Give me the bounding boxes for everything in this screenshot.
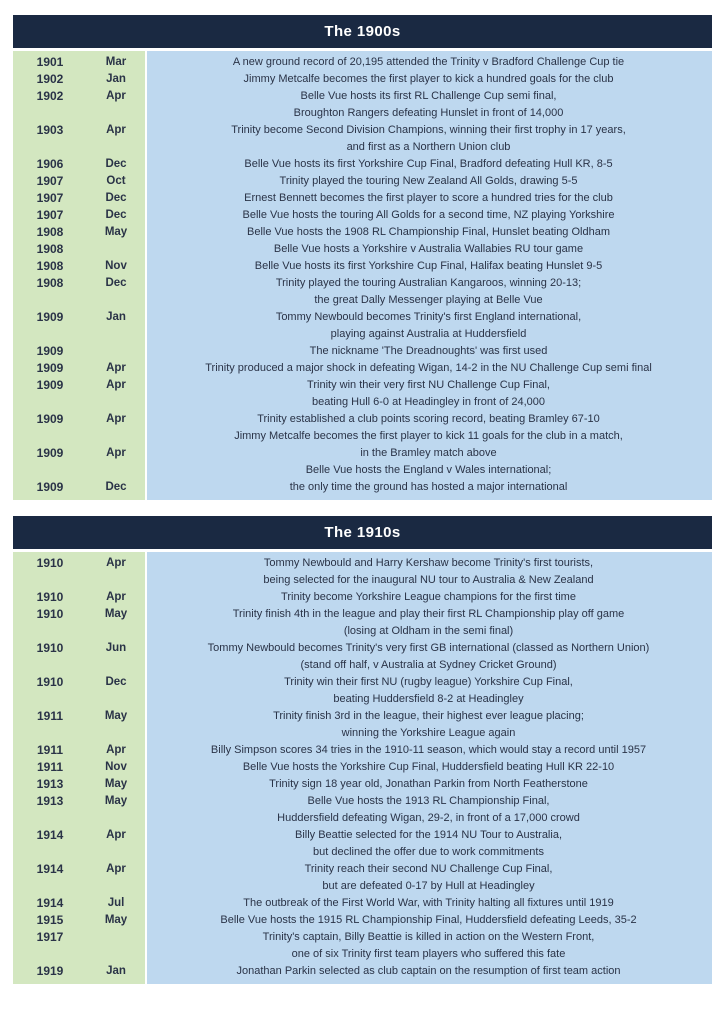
year-cell [13, 377, 87, 411]
event-line: Jonathan Parkin selected as club captain on the resumption of first team action [236, 965, 621, 977]
event-line: Belle Vue hosts the 1908 RL Championship Final, Hunslet beating Oldham [246, 226, 610, 238]
timeline-row [13, 827, 712, 861]
month-cell [87, 88, 145, 122]
month-label: Apr [106, 362, 126, 374]
month-cell [87, 606, 145, 640]
event-line: being selected for the inaugural NU tour to Australia & New Zealand [263, 574, 594, 586]
timeline-row [13, 606, 712, 640]
year-cell [13, 640, 87, 674]
year-label: 1909 [36, 310, 64, 324]
year-label: 1908 [36, 259, 64, 273]
month-cell [87, 207, 145, 224]
event-line: Ernest Bennett becomes the first player to score a hundred tries for the club [244, 192, 613, 204]
event-cell [145, 411, 712, 428]
year-cell [13, 122, 87, 156]
timeline-row [13, 462, 712, 496]
event-line: and first as a Northern Union club [346, 141, 511, 153]
event-cell [145, 776, 712, 793]
year-cell [13, 827, 87, 861]
event-cell [145, 360, 712, 377]
year-cell [13, 742, 87, 759]
event-cell [145, 912, 712, 929]
month-label: Dec [105, 676, 127, 688]
timeline-row [13, 742, 712, 759]
month-label: Dec [105, 209, 127, 221]
month-cell [87, 241, 145, 258]
year-cell [13, 309, 87, 343]
year-label: 1907 [36, 191, 64, 205]
month-label: Jun [105, 642, 127, 654]
year-label: 1902 [36, 72, 64, 86]
section-title: The 1910s [13, 516, 712, 549]
event-cell [145, 173, 712, 190]
event-line: Broughton Rangers defeating Hunslet in front of 14,000 [293, 107, 564, 119]
year-cell [13, 589, 87, 606]
year-label: 1915 [36, 913, 64, 927]
month-label: May [104, 914, 128, 926]
event-line: The outbreak of the First World War, with Trinity halting all fixtures until 1919 [243, 897, 614, 909]
section-title: The 1900s [13, 15, 712, 48]
month-cell [87, 156, 145, 173]
month-label: Apr [106, 557, 126, 569]
event-cell [145, 895, 712, 912]
event-line: Trinity win their very first NU Challenge Cup Final, [307, 379, 550, 391]
event-line: (losing at Oldham in the semi final) [343, 625, 514, 637]
year-label: 1911 [36, 709, 64, 723]
year-cell [13, 606, 87, 640]
year-cell [13, 793, 87, 827]
month-label: Apr [106, 413, 126, 425]
month-label: Mar [105, 56, 127, 68]
year-label: 1906 [36, 157, 64, 171]
month-cell [87, 827, 145, 861]
year-cell [13, 462, 87, 496]
month-cell [87, 963, 145, 980]
event-line: Tommy Newbould becomes Trinity's very first GB international (classed as Northern Union) [207, 642, 650, 654]
year-cell [13, 258, 87, 275]
year-label: 1914 [36, 896, 64, 910]
timeline-row [13, 207, 712, 224]
section-body [13, 552, 712, 984]
year-label: 1914 [36, 862, 64, 876]
year-label: 1909 [36, 412, 64, 426]
event-line: Belle Vue hosts the England v Wales international; [305, 464, 552, 476]
event-line: Trinity produced a major shock in defeating Wigan, 14-2 in the NU Challenge Cup semi final [205, 362, 652, 374]
event-line: (stand off half, v Australia at Sydney Cricket Ground) [300, 659, 557, 671]
month-cell [87, 428, 145, 462]
month-label: May [104, 608, 128, 620]
year-label: 1910 [36, 641, 64, 655]
timeline-row [13, 759, 712, 776]
month-cell [87, 674, 145, 708]
event-line: Billy Beattie selected for the 1914 NU Tour to Australia, [295, 829, 562, 841]
month-cell [87, 71, 145, 88]
year-label: 1914 [36, 828, 64, 842]
year-label: 1909 [36, 446, 64, 460]
decade-section [13, 516, 712, 984]
event-line: beating Huddersfield 8-2 at Headingley [333, 693, 524, 705]
month-label: Apr [106, 591, 126, 603]
event-line: Tommy Newbould and Harry Kershaw become Trinity's first tourists, [263, 557, 594, 569]
event-cell [145, 224, 712, 241]
month-cell [87, 555, 145, 589]
year-cell [13, 275, 87, 309]
month-label: May [104, 710, 128, 722]
event-line: Belle Vue hosts its first RL Challenge Cup semi final, [300, 90, 557, 102]
event-line: Trinity become Yorkshire League champions for the first time [281, 591, 576, 603]
event-cell [145, 742, 712, 759]
event-cell [145, 428, 712, 462]
year-cell [13, 895, 87, 912]
event-cell [145, 827, 712, 861]
month-cell [87, 224, 145, 241]
month-cell [87, 929, 145, 963]
month-label: Apr [106, 744, 126, 756]
month-label: Apr [106, 863, 126, 875]
event-cell [145, 759, 712, 776]
year-label: 1908 [36, 242, 64, 256]
event-line: Belle Vue hosts its first Yorkshire Cup Final, Halifax beating Hunslet 9-5 [254, 260, 603, 272]
month-cell [87, 776, 145, 793]
month-cell [87, 309, 145, 343]
month-cell [87, 360, 145, 377]
year-cell [13, 190, 87, 207]
event-line: in the Bramley match above [360, 447, 497, 459]
month-cell [87, 912, 145, 929]
event-cell [145, 258, 712, 275]
timeline-row [13, 895, 712, 912]
month-cell [87, 742, 145, 759]
year-cell [13, 241, 87, 258]
event-line: but declined the offer due to work commitments [313, 846, 544, 858]
year-label: 1919 [36, 964, 64, 978]
event-cell [145, 156, 712, 173]
timeline-row [13, 122, 712, 156]
timeline-row [13, 963, 712, 980]
month-cell [87, 173, 145, 190]
year-label: 1910 [36, 556, 64, 570]
month-label: Jan [106, 311, 126, 323]
event-line: Belle Vue hosts the 1915 RL Championship Final, Huddersfield defeating Leeds, 35-2 [220, 914, 637, 926]
timeline-row [13, 258, 712, 275]
event-line: the only time the ground has hosted a major international [289, 481, 568, 493]
event-line: Jimmy Metcalfe becomes the first player to kick a hundred goals for the club [243, 73, 614, 85]
timeline-row [13, 861, 712, 895]
month-cell [87, 275, 145, 309]
event-cell [145, 462, 712, 496]
event-line: Jimmy Metcalfe becomes the first player to kick 11 goals for the club in a match, [234, 430, 623, 442]
timeline-row [13, 776, 712, 793]
event-line: Trinity played the touring New Zealand All Golds, drawing 5-5 [279, 175, 578, 187]
timeline-row [13, 912, 712, 929]
event-cell [145, 309, 712, 343]
month-cell [87, 343, 145, 360]
timeline-row [13, 173, 712, 190]
event-line: Trinity played the touring Australian Kangaroos, winning 20-13; [275, 277, 582, 289]
year-label: 1910 [36, 675, 64, 689]
event-line: playing against Australia at Huddersfield [330, 328, 527, 340]
year-label: 1907 [36, 208, 64, 222]
year-cell [13, 173, 87, 190]
year-label: 1913 [36, 777, 64, 791]
timeline-row [13, 71, 712, 88]
event-line: Trinity reach their second NU Challenge Cup Final, [304, 863, 553, 875]
year-label: 1909 [36, 378, 64, 392]
year-cell [13, 674, 87, 708]
event-cell [145, 963, 712, 980]
year-label: 1910 [36, 590, 64, 604]
year-cell [13, 156, 87, 173]
timeline-row [13, 708, 712, 742]
year-cell [13, 411, 87, 428]
month-label: Apr [106, 829, 126, 841]
month-cell [87, 411, 145, 428]
month-label: Jul [107, 897, 125, 909]
month-cell [87, 708, 145, 742]
event-line: Tommy Newbould becomes Trinity's first England international, [275, 311, 582, 323]
month-label: May [104, 795, 128, 807]
month-cell [87, 190, 145, 207]
month-cell [87, 589, 145, 606]
year-label: 1903 [36, 123, 64, 137]
timeline-row [13, 343, 712, 360]
month-label: Apr [106, 447, 126, 459]
month-label: Jan [106, 965, 126, 977]
event-line: Huddersfield defeating Wigan, 29-2, in front of a 17,000 crowd [277, 812, 580, 824]
timeline-row [13, 309, 712, 343]
year-label: 1909 [36, 344, 64, 358]
month-label: Apr [106, 379, 126, 391]
event-line: Billy Simpson scores 34 tries in the 1910-11 season, which would stay a record until 1957 [210, 744, 647, 756]
event-cell [145, 343, 712, 360]
year-label: 1901 [36, 55, 64, 69]
month-label: Dec [105, 481, 127, 493]
year-cell [13, 343, 87, 360]
year-cell [13, 861, 87, 895]
timeline-row [13, 428, 712, 462]
month-label: Apr [106, 124, 126, 136]
event-line: the great Dally Messenger playing at Belle Vue [314, 294, 543, 306]
event-line: Trinity sign 18 year old, Jonathan Parkin from North Featherstone [269, 778, 588, 790]
month-cell [87, 377, 145, 411]
event-line: Trinity become Second Division Champions, winning their first trophy in 17 years, [231, 124, 626, 136]
year-label: 1909 [36, 480, 64, 494]
year-cell [13, 776, 87, 793]
month-label: Oct [106, 175, 126, 187]
month-label: Nov [105, 761, 127, 773]
month-cell [87, 258, 145, 275]
event-line: Belle Vue hosts a Yorkshire v Australia Wallabies RU tour game [273, 243, 584, 255]
year-cell [13, 963, 87, 980]
month-cell [87, 793, 145, 827]
event-cell [145, 207, 712, 224]
event-line: A new ground record of 20,195 attended the Trinity v Bradford Challenge Cup tie [232, 56, 625, 68]
month-cell [87, 122, 145, 156]
timeline-row [13, 360, 712, 377]
year-label: 1913 [36, 794, 64, 808]
year-label: 1911 [36, 760, 64, 774]
event-line: Belle Vue hosts the Yorkshire Cup Final, Huddersfield beating Hull KR 22-10 [242, 761, 615, 773]
event-cell [145, 555, 712, 589]
event-line: beating Hull 6-0 at Headingley in front of 24,000 [312, 396, 545, 408]
event-line: Trinity finish 3rd in the league, their highest ever league placing; [273, 710, 584, 722]
month-label: Jan [106, 73, 126, 85]
event-cell [145, 861, 712, 895]
event-cell [145, 377, 712, 411]
event-line: Belle Vue hosts the 1913 RL Championship Final, [307, 795, 550, 807]
event-line: The nickname 'The Dreadnoughts' was first used [309, 345, 548, 357]
month-cell [87, 895, 145, 912]
year-cell [13, 759, 87, 776]
section-body [13, 51, 712, 500]
timeline-row [13, 555, 712, 589]
event-line: Belle Vue hosts the touring All Golds for a second time, NZ playing Yorkshire [242, 209, 615, 221]
month-label: Dec [105, 158, 127, 170]
year-label: 1911 [36, 743, 64, 757]
timeline-row [13, 411, 712, 428]
event-cell [145, 241, 712, 258]
month-cell [87, 462, 145, 496]
event-cell [145, 275, 712, 309]
month-label: May [104, 778, 128, 790]
event-cell [145, 88, 712, 122]
event-cell [145, 793, 712, 827]
timeline-row [13, 190, 712, 207]
event-line: Trinity finish 4th in the league and play their first RL Championship play off game [232, 608, 625, 620]
event-cell [145, 190, 712, 207]
timeline-row [13, 88, 712, 122]
year-label: 1910 [36, 607, 64, 621]
event-cell [145, 929, 712, 963]
year-cell [13, 224, 87, 241]
month-label: Apr [106, 90, 126, 102]
timeline-row [13, 54, 712, 71]
event-cell [145, 606, 712, 640]
event-cell [145, 589, 712, 606]
year-cell [13, 88, 87, 122]
year-cell [13, 54, 87, 71]
year-cell [13, 360, 87, 377]
timeline-row [13, 224, 712, 241]
event-cell [145, 122, 712, 156]
event-line: winning the Yorkshire League again [341, 727, 516, 739]
timeline-row [13, 793, 712, 827]
month-label: Nov [105, 260, 127, 272]
year-cell [13, 428, 87, 462]
month-label: Dec [105, 192, 127, 204]
year-cell [13, 929, 87, 963]
event-line: Trinity win their first NU (rugby league) Yorkshire Cup Final, [284, 676, 573, 688]
year-label: 1902 [36, 89, 64, 103]
timeline-row [13, 640, 712, 674]
month-cell [87, 54, 145, 71]
month-label: Dec [105, 277, 127, 289]
year-label: 1917 [36, 930, 64, 944]
year-label: 1909 [36, 361, 64, 375]
timeline-row [13, 275, 712, 309]
event-cell [145, 71, 712, 88]
event-line: Belle Vue hosts its first Yorkshire Cup Final, Bradford defeating Hull KR, 8-5 [244, 158, 613, 170]
timeline-row [13, 589, 712, 606]
month-cell [87, 640, 145, 674]
event-line: one of six Trinity first team players who suffered this fate [291, 948, 566, 960]
month-label: May [104, 226, 128, 238]
year-label: 1908 [36, 225, 64, 239]
event-cell [145, 640, 712, 674]
timeline-row [13, 241, 712, 258]
event-line: Trinity's captain, Billy Beattie is killed in action on the Western Front, [262, 931, 595, 943]
decade-section [13, 15, 712, 500]
timeline-row [13, 156, 712, 173]
timeline-row [13, 377, 712, 411]
year-cell [13, 71, 87, 88]
month-cell [87, 759, 145, 776]
year-label: 1908 [36, 276, 64, 290]
year-cell [13, 207, 87, 224]
event-cell [145, 54, 712, 71]
year-cell [13, 708, 87, 742]
timeline-row [13, 929, 712, 963]
year-label: 1907 [36, 174, 64, 188]
year-cell [13, 555, 87, 589]
year-cell [13, 912, 87, 929]
event-line: Trinity established a club points scoring record, beating Bramley 67-10 [257, 413, 600, 425]
month-cell [87, 861, 145, 895]
event-line: but are defeated 0-17 by Hull at Headingley [322, 880, 535, 892]
event-cell [145, 708, 712, 742]
event-cell [145, 674, 712, 708]
timeline-row [13, 674, 712, 708]
